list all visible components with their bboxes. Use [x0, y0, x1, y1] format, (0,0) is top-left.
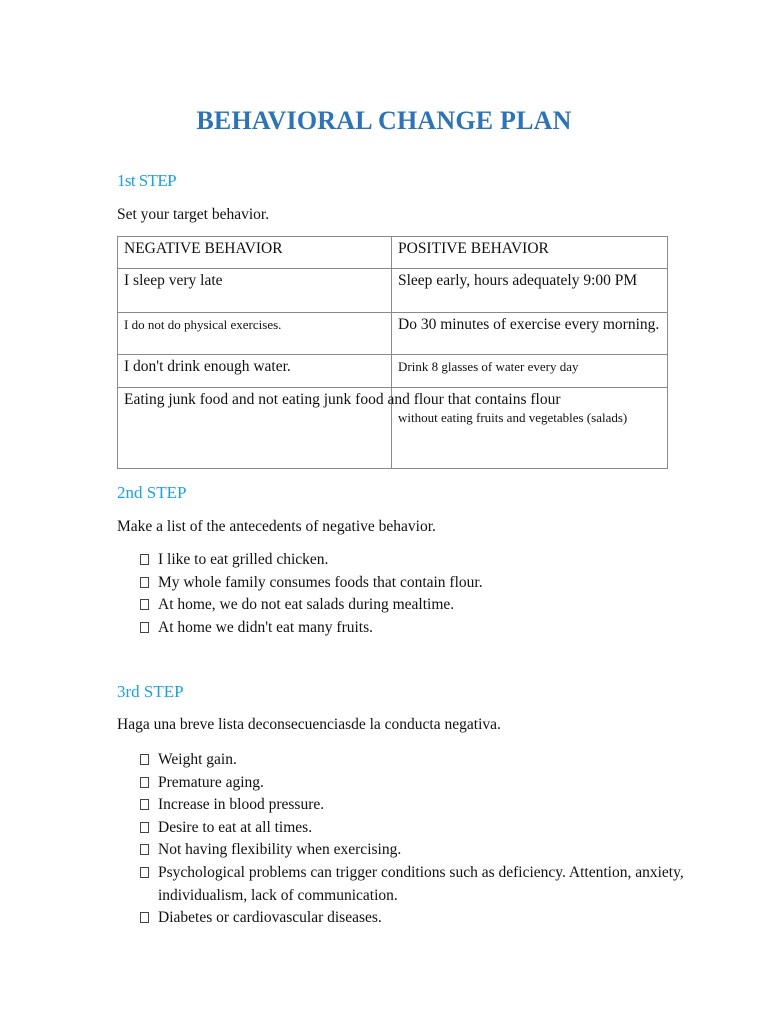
- list-item-text: My whole family consumes foods that contain flour.: [158, 573, 483, 591]
- list-item-text: Premature aging.: [158, 773, 264, 791]
- step3-heading: 3rd STEP: [117, 682, 184, 701]
- list-item-text: Psychological problems can trigger conditions such as deficiency. Attention, anxiety, individualism, lack of communication.: [158, 863, 684, 904]
- list-item-text: I like to eat grilled chicken.: [158, 551, 329, 568]
- table-row: [118, 388, 668, 469]
- table-header-row: [118, 237, 668, 269]
- checkbox-icon: [140, 912, 149, 923]
- positive-cell: Sleep early, hours adequately 9:00 PM: [392, 269, 668, 313]
- checkbox-icon: [140, 867, 149, 878]
- header-negative: NEGATIVE BEHAVIOR: [118, 237, 392, 269]
- list-item-text: Weight gain.: [158, 751, 237, 768]
- checkbox-icon: [140, 822, 149, 833]
- list-item: [140, 617, 483, 640]
- checkbox-icon: [140, 577, 149, 588]
- consequences-list: [140, 749, 768, 930]
- list-item: [140, 749, 768, 772]
- step1-instruction: Set your target behavior.: [117, 206, 270, 223]
- positive-cell: Drink 8 glasses of water every day: [392, 355, 668, 388]
- negative-cell: I sleep very late: [118, 269, 392, 313]
- list-item-text: Desire to eat at all times.: [158, 818, 313, 836]
- list-item: [140, 839, 768, 862]
- checkbox-icon: [140, 799, 149, 810]
- table-row: [118, 313, 668, 355]
- list-item: [140, 549, 483, 572]
- checkbox-icon: [140, 599, 149, 610]
- header-positive: POSITIVE BEHAVIOR: [392, 237, 668, 269]
- list-item-text: Diabetes or cardiovascular diseases.: [158, 909, 382, 927]
- list-item: [140, 862, 768, 907]
- step2-heading: 2nd STEP: [117, 483, 187, 502]
- negative-cell: I don't drink enough water.: [118, 355, 392, 388]
- antecedents-list: [140, 549, 483, 639]
- positive-cell: without eating fruits and vegetables (salads): [392, 388, 668, 469]
- list-item-text: At home, we do not eat salads during mealtime.: [158, 596, 455, 614]
- negative-cell: I do not do physical exercises.: [118, 313, 392, 355]
- checkbox-icon: [140, 554, 149, 565]
- list-item: [140, 794, 768, 817]
- list-item-text: At home we didn't eat many fruits.: [158, 618, 374, 636]
- checkbox-icon: [140, 754, 149, 765]
- step3-instruction: Haga una breve lista deconsecuenciasde la conducta negativa.: [117, 716, 501, 733]
- checkbox-icon: [140, 777, 149, 788]
- step2-instruction: Make a list of the antecedents of negative behavior.: [117, 518, 436, 535]
- step1-heading: 1st STEP: [117, 171, 176, 190]
- list-item: [140, 817, 768, 840]
- checkbox-icon: [140, 844, 149, 855]
- behavior-table: [117, 236, 668, 469]
- list-item: [140, 907, 768, 930]
- list-item: [140, 572, 483, 595]
- list-item-text: Increase in blood pressure.: [158, 796, 325, 814]
- table-row: [118, 269, 668, 313]
- list-item: [140, 594, 483, 617]
- table-row: [118, 355, 668, 388]
- list-item: [140, 772, 768, 795]
- list-item-text: Not having flexibility when exercising.: [158, 841, 402, 859]
- negative-cell-text: Eating junk food and not eating junk food and flour that contains flour: [124, 391, 561, 408]
- checkbox-icon: [140, 622, 149, 633]
- positive-cell: Do 30 minutes of exercise every morning.: [392, 313, 668, 355]
- document-title: BEHAVIORAL CHANGE PLAN: [196, 106, 572, 135]
